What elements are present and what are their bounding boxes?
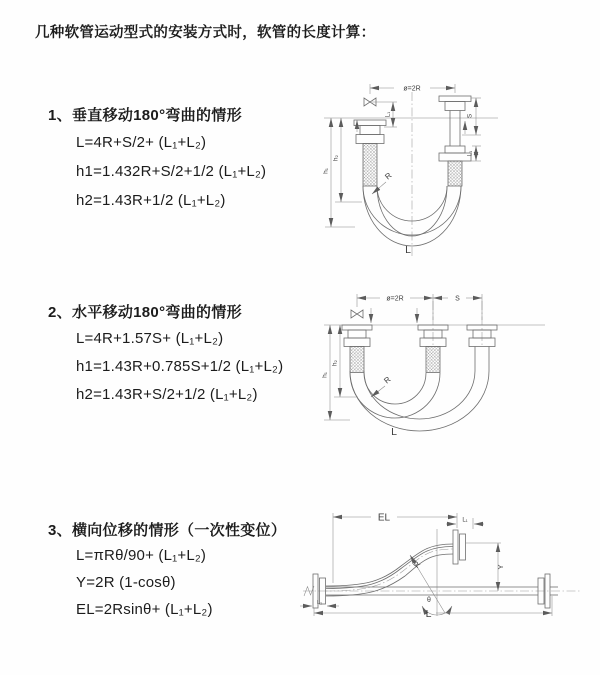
dim-label-h1: h₁ xyxy=(322,168,330,174)
formula-s1-l: L=4R+S/2+ (L₁+L₂) xyxy=(76,134,207,151)
dim-label-h1: h₁ xyxy=(321,372,329,378)
angle-construction xyxy=(410,529,452,616)
upper-flange xyxy=(453,530,501,564)
dim-label-l1-bottom: L₁ xyxy=(317,600,322,606)
section-2-heading: 2、水平移动180°弯曲的情形 xyxy=(48,304,242,321)
formula-s2-l: L=4R+1.57S+ (L₁+L₂) xyxy=(76,330,224,347)
page-title: 几种软管运动型式的安装方式时，软管的长度计算： xyxy=(35,25,376,41)
hose-bend xyxy=(350,371,489,431)
left-flange-assembly xyxy=(342,325,372,373)
dim-label-l1-right: L₁ xyxy=(467,150,474,157)
dim-label-r: R xyxy=(411,559,423,570)
left-flange-assembly xyxy=(354,120,386,186)
formula-s3-y: Y=2R (1-cosθ) xyxy=(76,574,176,591)
dim-label-h2: h₂ xyxy=(331,359,339,367)
dim-label-el: EL xyxy=(377,512,391,524)
formula-s3-l: L=πRθ/90+ (L₁+L₂) xyxy=(76,547,207,564)
dim-label-y: Y xyxy=(496,564,505,570)
dim-label-h2: h₂ xyxy=(332,154,340,162)
diagram-horizontal-180-bend xyxy=(310,283,600,458)
dim-label-l1-top: L₁ xyxy=(462,517,468,524)
dim-label-r: R xyxy=(382,374,393,386)
dim-label-length: L xyxy=(405,244,411,256)
hose-s-curve xyxy=(326,544,453,596)
dim-label-s: S xyxy=(466,113,474,119)
section-3-heading: 3、横向位移的情形（一次性变位） xyxy=(48,522,287,539)
formula-s2-h2: h2=1.43R+S/2+1/2 (L₁+L₂) xyxy=(76,386,258,403)
dim-label-s: S xyxy=(455,295,460,303)
dim-label-diameter: ø=2R xyxy=(403,85,421,93)
dim-label-theta: θ xyxy=(427,597,431,604)
dim-label-diameter: ø=2R xyxy=(386,295,404,303)
dim-diameter xyxy=(370,84,455,94)
dim-y xyxy=(496,543,505,591)
formula-s1-h2: h2=1.43R+1/2 (L₁+L₂) xyxy=(76,192,226,209)
right-flange-assembly xyxy=(467,325,497,371)
diagram-lateral-displacement xyxy=(295,503,600,650)
dim-diameter xyxy=(357,294,482,320)
right-flange-assembly xyxy=(439,96,471,186)
section-1-heading: 1、垂直移动180°弯曲的情形 xyxy=(48,107,242,124)
formula-s3-el: EL=2Rsinθ+ (L₁+L₂) xyxy=(76,601,213,618)
dim-length xyxy=(314,596,552,620)
dim-label-r: R xyxy=(383,170,394,182)
formula-s1-h1: h1=1.432R+S/2+1/2 (L₁+L₂) xyxy=(76,163,267,180)
dim-l1-top xyxy=(446,518,484,530)
valve-symbol xyxy=(351,310,363,318)
dim-label-length: L xyxy=(391,426,397,438)
dim-label-l1-left: L₁ xyxy=(385,111,392,118)
radius-leader xyxy=(371,375,393,397)
dim-label-length: L xyxy=(425,608,432,620)
diagram-vertical-180-bend xyxy=(310,72,600,264)
dim-l1-bottom xyxy=(300,600,339,606)
formula-s2-h1: h1=1.43R+0.785S+1/2 (L₁+L₂) xyxy=(76,358,284,375)
